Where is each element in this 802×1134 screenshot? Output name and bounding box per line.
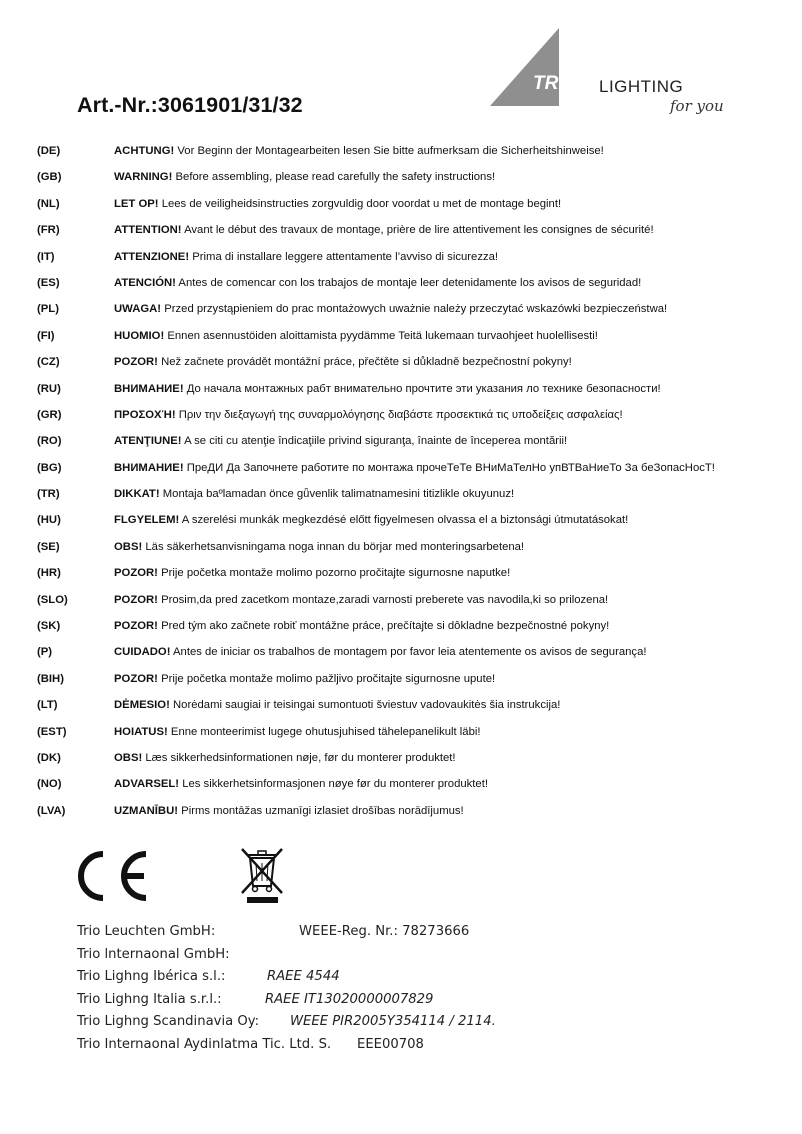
- warning-row: [0, 141, 802, 167]
- warning-message: [114, 195, 561, 213]
- warning-message: [114, 802, 464, 820]
- warning-message: [114, 617, 609, 635]
- warning-keyword: ВНИМАНИЕ!: [114, 382, 184, 395]
- language-code: (EST): [37, 725, 67, 738]
- warning-text: До начала монтажных рабт внимательно прочтите эти указания ло технике безопасности!: [183, 382, 661, 395]
- warning-keyword: ATTENTION!: [114, 224, 182, 237]
- warning-row: [0, 194, 802, 220]
- company-name: Trio Internaonal Aydinlatma Tic. Ltd. S.: [77, 1036, 332, 1052]
- warning-keyword: ВНИМАНИЕ!: [114, 461, 184, 474]
- language-code: (GR): [37, 408, 62, 421]
- language-code: (SLO): [37, 593, 68, 606]
- warning-message: [114, 696, 560, 714]
- warning-row: [0, 537, 802, 563]
- warning-keyword: DĖMESIO!: [114, 699, 170, 712]
- language-code: (LVA): [37, 804, 66, 817]
- language-code: (RU): [37, 382, 61, 395]
- warning-message: [114, 670, 495, 688]
- language-code: (DK): [37, 751, 61, 764]
- language-code: (SE): [37, 540, 60, 553]
- warning-message: [114, 300, 667, 318]
- warning-row: [0, 458, 802, 484]
- warning-message: [114, 459, 715, 477]
- language-code: (P): [37, 646, 53, 659]
- warning-message: [114, 142, 604, 160]
- ce-mark-icon: [74, 848, 154, 904]
- registration-number: WEEE PIR2005Y354114 / 2114.: [290, 1014, 496, 1029]
- company-row: [77, 966, 777, 989]
- warning-row: [0, 563, 802, 589]
- warning-text: Πριν την διεξαγωγή της συναρμολόγησης διαβάστε προσεκτικά τις υποδείξεις ασφαλείας!: [175, 408, 623, 421]
- safety-warning-list: [0, 141, 802, 827]
- warning-text: Antes de comencar con los trabajos de montaje leer detenidamente los avisos de seguridad!: [175, 276, 642, 289]
- company-name: Trio Lighng Scandinavia Oy:: [77, 1014, 260, 1029]
- warning-text: Läs säkerhetsanvisningama noga innan du börjar med monteringsarbetena!: [142, 540, 525, 553]
- warning-keyword: POZOR!: [114, 567, 158, 580]
- registration-number: RAEE 4544: [267, 969, 340, 984]
- crossed-out-wheelie-bin-icon: [238, 845, 288, 905]
- warning-row: [0, 405, 802, 431]
- warning-row: [0, 669, 802, 695]
- warning-text: Vor Beginn der Montagearbeiten lesen Sie bitte aufmerksam die Sicherheitshinweise!: [174, 145, 604, 157]
- warning-keyword: OBS!: [114, 751, 143, 764]
- warning-keyword: HUOMIO!: [114, 329, 165, 342]
- warning-text: A se citi cu atenţie îndicaţiile privind siguranţa, înainte de începerea montării!: [181, 435, 568, 448]
- company-registration-list: [77, 921, 777, 1056]
- logo-tagline: for you: [670, 97, 724, 115]
- warning-keyword: CUIDADO!: [114, 646, 171, 659]
- warning-row: [0, 326, 802, 352]
- company-row: [77, 1011, 777, 1034]
- warning-keyword: POZOR!: [114, 620, 158, 633]
- warning-message: [114, 723, 481, 741]
- language-code: (BIH): [37, 672, 64, 685]
- language-code: (SK): [37, 620, 61, 633]
- warning-row: [0, 590, 802, 616]
- warning-text: Prije početka montaže molimo pozorno pročitajte sigurnosne naputke!: [157, 567, 511, 580]
- language-code: (NO): [37, 778, 62, 791]
- warning-row: [0, 431, 802, 457]
- warning-text: Antes de iniciar os trabalhos de montagem por favor leia atentemente os avisos de segurança!: [170, 646, 647, 659]
- warning-row: [0, 352, 802, 378]
- warning-keyword: ATENCIÓN!: [114, 276, 176, 289]
- language-code: (FI): [37, 329, 55, 342]
- warning-message: [114, 538, 524, 556]
- warning-text: Pirms montāžas uzmanīgi izlasiet drošības norādījumus!: [178, 804, 464, 817]
- warning-message: [114, 511, 628, 529]
- warning-message: [114, 168, 495, 186]
- warning-keyword: UZMANĪBU!: [114, 804, 179, 817]
- warning-row: [0, 484, 802, 510]
- language-code: (GB): [37, 171, 62, 184]
- warning-keyword: POZOR!: [114, 593, 158, 606]
- language-code: (CZ): [37, 356, 60, 369]
- warning-text: Než začnete provádět montážní práce, přečtěte si důkladně bezpečnostní pokyny!: [157, 356, 572, 369]
- warning-message: [114, 327, 598, 345]
- warning-keyword: ACHTUNG!: [114, 145, 175, 157]
- language-code: (PL): [37, 303, 59, 316]
- warning-message: [114, 353, 572, 371]
- warning-keyword: POZOR!: [114, 356, 158, 369]
- company-row: [77, 921, 777, 944]
- warning-message: [114, 591, 608, 609]
- company-name: Trio Lighng Ibérica s.l.:: [77, 969, 226, 984]
- warning-message: [114, 406, 623, 424]
- warning-row: [0, 722, 802, 748]
- warning-keyword: UWAGA!: [114, 303, 162, 316]
- registration-number: EEE00708: [357, 1036, 424, 1052]
- warning-row: [0, 801, 802, 827]
- warning-message: [114, 248, 498, 266]
- warning-message: [114, 749, 456, 767]
- warning-keyword: ATENŢIUNE!: [114, 435, 182, 448]
- warning-row: [0, 774, 802, 800]
- warning-row: [0, 616, 802, 642]
- warning-text: Les sikkerhetsinformasjonen nøye før du monterer produktet!: [179, 778, 488, 791]
- warning-keyword: FLGYELEM!: [114, 514, 180, 527]
- company-name: Trio Leuchten GmbH:: [77, 924, 216, 939]
- language-code: (DE): [37, 145, 61, 157]
- warning-text: Prije početka montaže molimo pažljivo pročitajte sigurnosne upute!: [157, 672, 496, 685]
- warning-keyword: ATTENZIONE!: [114, 250, 190, 263]
- logo-word: LIGHTING: [599, 77, 684, 96]
- warning-keyword: LET OP!: [114, 197, 159, 210]
- language-code: (IT): [37, 250, 55, 263]
- warning-message: [114, 775, 488, 793]
- warning-keyword: ADVARSEL!: [114, 778, 180, 791]
- warning-row: [0, 642, 802, 668]
- registration-number: RAEE IT13020000007829: [265, 991, 434, 1007]
- company-name: Trio Lighng Italia s.r.l.:: [77, 991, 222, 1007]
- warning-text: Enne monteerimist lugege ohutusjuhised tähelepanelikult läbi!: [167, 725, 481, 738]
- warning-text: Ennen asennustöiden aloittamista pyydämme Teitä lukemaan turvaohjeet huolellisesti!: [164, 329, 598, 342]
- language-code: (ES): [37, 276, 60, 289]
- company-row: [77, 1034, 777, 1057]
- warning-row: [0, 510, 802, 536]
- company-row: [77, 989, 777, 1012]
- warning-row: [0, 379, 802, 405]
- warning-text: Przed przystąpieniem do prac montażowych uważnie należy przeczytać wskazówki bezpieczeństwa!: [161, 303, 668, 316]
- warning-keyword: DIKKAT!: [114, 488, 160, 501]
- warning-message: [114, 485, 514, 503]
- warning-row: [0, 247, 802, 273]
- warning-row: [0, 299, 802, 325]
- language-code: (NL): [37, 197, 60, 210]
- warning-message: [114, 221, 654, 239]
- warning-message: [114, 643, 647, 661]
- trio-lighting-logo: [486, 26, 726, 122]
- warning-keyword: ΠΡΟΣΟΧΉ!: [114, 408, 176, 421]
- warning-text: Læs sikkerhedsinformationen nøje, før du monterer produktet!: [142, 751, 456, 764]
- registration-number: WEEE-Reg. Nr.: 78273666: [299, 924, 470, 939]
- warning-text: Lees de veiligheidsinstructies zorgvuldig door voordat u met de montage begint!: [158, 197, 562, 210]
- warning-row: [0, 273, 802, 299]
- language-code: (FR): [37, 224, 60, 237]
- warning-text: Avant le début des travaux de montage, prière de lire attentivement les consignes de sécurité!: [181, 224, 654, 237]
- warning-message: [114, 274, 641, 292]
- language-code: (HR): [37, 567, 61, 580]
- warning-text: ПреДИ Да Започнете работите по монтажа прочеТеТе ВНиМаТелНо упВТВаНиеТо За беЗопасНосТ!: [183, 461, 715, 474]
- warning-row: [0, 167, 802, 193]
- warning-row: [0, 748, 802, 774]
- warning-row: [0, 695, 802, 721]
- warning-keyword: POZOR!: [114, 672, 158, 685]
- warning-keyword: OBS!: [114, 540, 143, 553]
- article-number-title: Art.-Nr.:3061901/31/32: [77, 93, 303, 117]
- language-code: (BG): [37, 461, 62, 474]
- warning-text: Prosim,da pred zacetkom montaze,zaradi varnosti preberete vas navodila,ki so prilozena!: [157, 593, 609, 606]
- warning-text: Norėdami saugiai ir teisingai sumontuoti šviestuv vadovaukitės šia instrukcija!: [169, 699, 561, 712]
- warning-text: A szerelési munkák megkezdésé előtt figyelmesen olvassa el a biztonsági útmutatásokat!: [179, 514, 629, 527]
- warning-text: Before assembling, please read carefully the safety instructions!: [172, 171, 496, 184]
- language-code: (RO): [37, 435, 62, 448]
- warning-text: Prima di installare leggere attentamente l’avviso di sicurezza!: [189, 250, 499, 263]
- language-code: (TR): [37, 488, 60, 501]
- warning-message: [114, 564, 510, 582]
- company-row: [77, 944, 777, 967]
- warning-keyword: HOIATUS!: [114, 725, 168, 738]
- company-name: Trio lnternaonal GmbH:: [77, 946, 230, 962]
- warning-message: [114, 432, 567, 450]
- language-code: (LT): [37, 699, 58, 712]
- warning-text: Montaja baºlamadan önce gǖvenlik talimatnamesini titizlikle okuyunuz!: [159, 488, 515, 501]
- language-code: (HU): [37, 514, 61, 527]
- warning-row: [0, 220, 802, 246]
- warning-text: Pred tým ako začnete robiť montážne práce, prečítajte si dôkladne bezpečnostné pokyny!: [157, 620, 610, 633]
- logo-brand: TRIO: [533, 73, 579, 94]
- warning-keyword: WARNING!: [114, 171, 173, 184]
- warning-message: [114, 380, 661, 398]
